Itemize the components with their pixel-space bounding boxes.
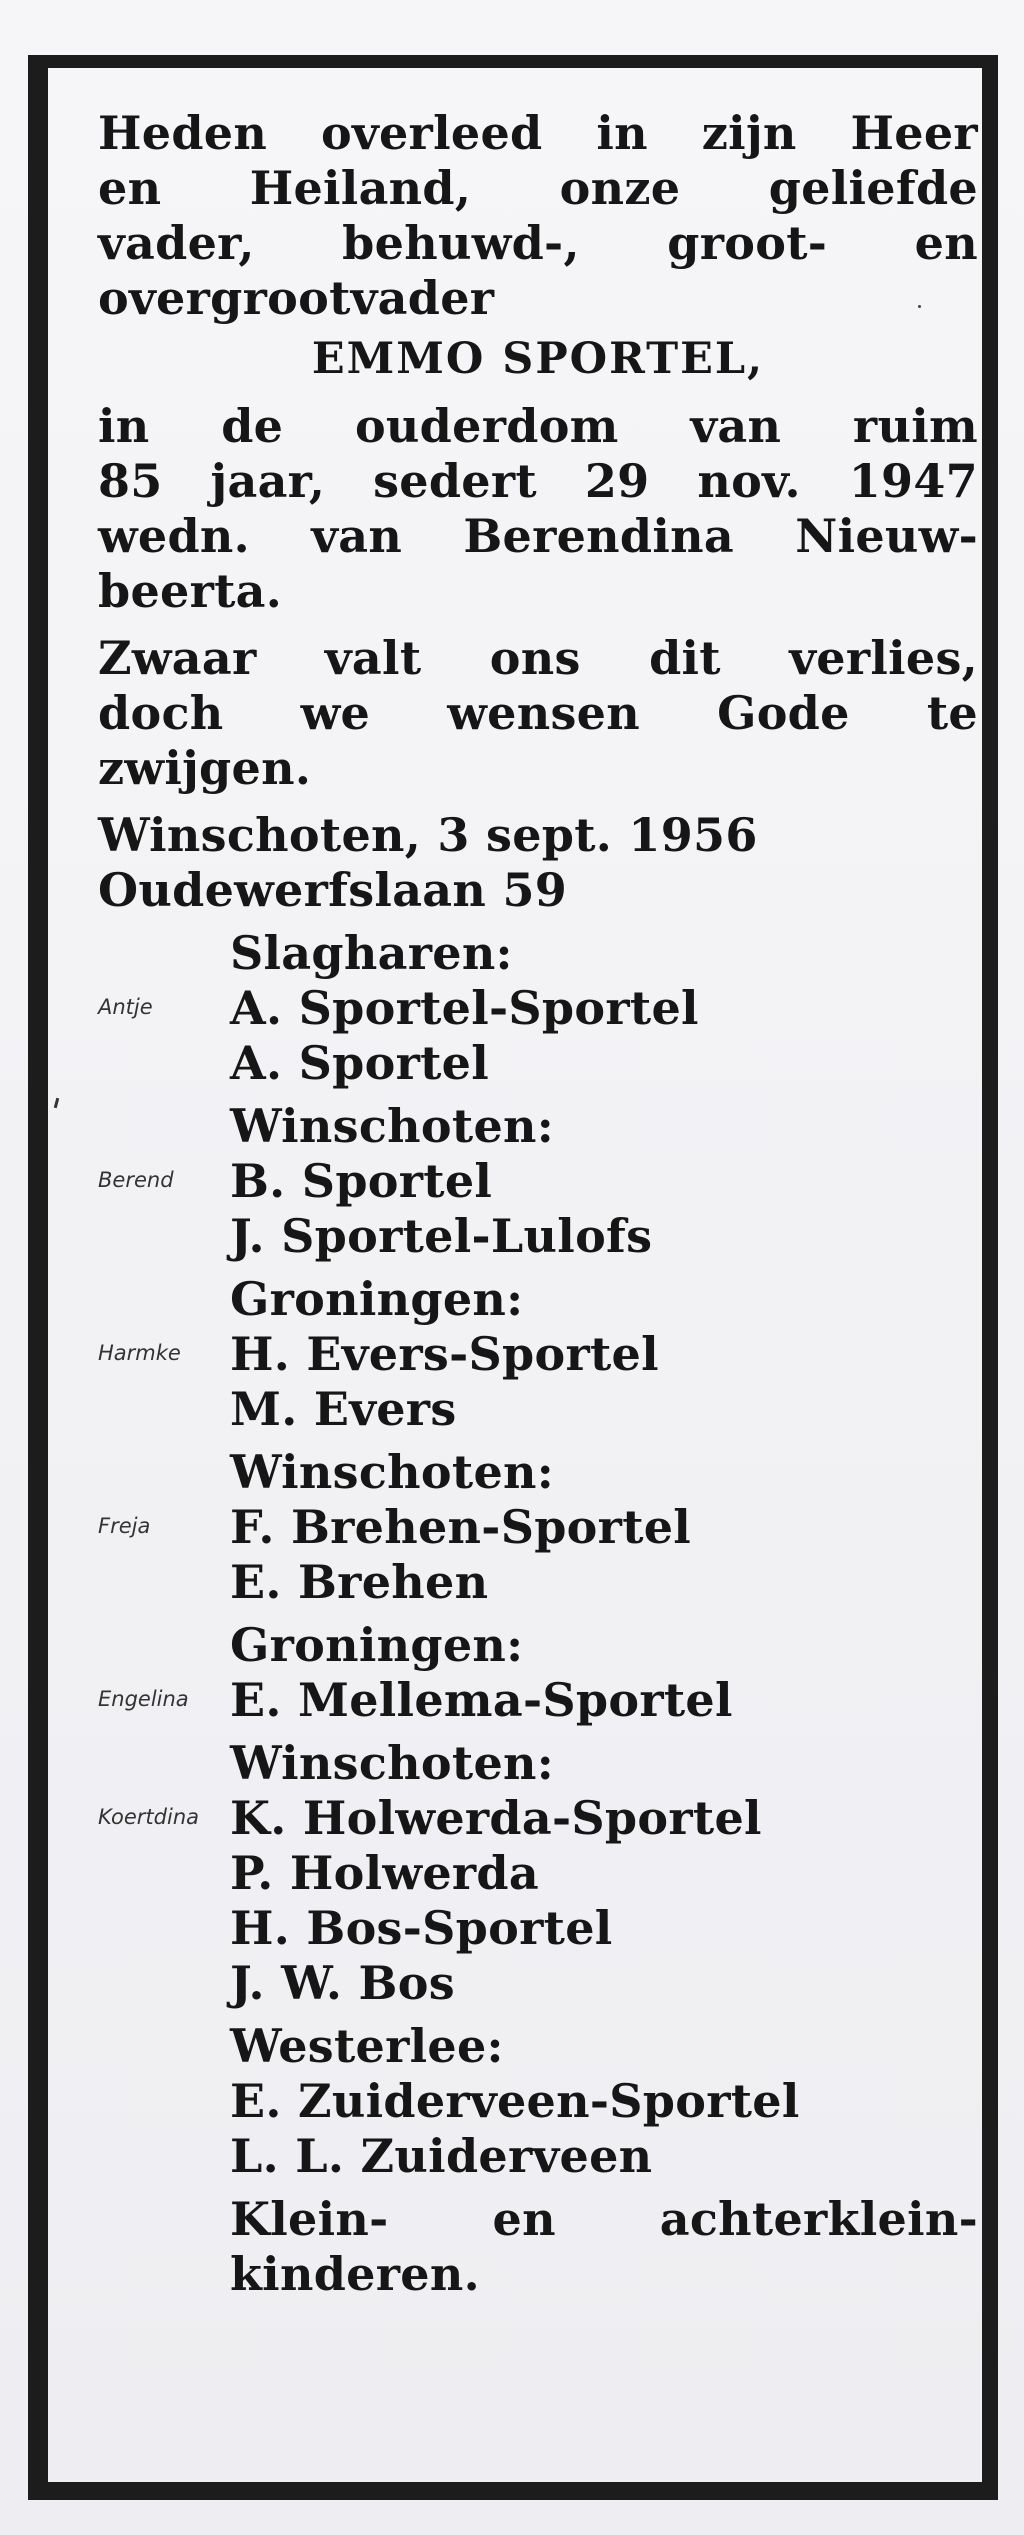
word: zwijgen. (98, 741, 312, 795)
word: en (98, 161, 162, 215)
text-line (98, 216, 978, 271)
announcement-border (28, 55, 998, 2500)
family-member (230, 1956, 978, 2011)
word: Nieuw- (795, 509, 978, 563)
member-name: B. Sportel (230, 1154, 493, 1208)
text-line (98, 509, 978, 564)
text-line (98, 271, 978, 326)
details-text (98, 399, 978, 619)
word: doch (98, 686, 224, 740)
text-line (98, 399, 978, 454)
word: te (926, 686, 978, 740)
handwritten-note: Koertdina (98, 1805, 200, 1829)
family-member (230, 2129, 978, 2184)
word: Heden (98, 106, 268, 160)
place-date: Winschoten, 3 sept. 1956 (98, 808, 758, 862)
family-member (230, 1382, 978, 1437)
family-group (98, 1272, 978, 1445)
word: Gode (717, 686, 850, 740)
member-name: A. Sportel-Sportel (230, 981, 699, 1035)
word: kinderen. (230, 2247, 480, 2301)
family-group (98, 2019, 978, 2192)
announcement-body (98, 106, 978, 2302)
word: en (914, 216, 978, 270)
word: jaar, (210, 454, 326, 508)
family-member (230, 1209, 978, 1264)
word: ouderdom (354, 399, 619, 453)
family-place: Groningen: (230, 1618, 524, 1672)
word: ons (489, 631, 581, 685)
member-name: H. Evers-Sportel (230, 1327, 659, 1381)
family-place: Groningen: (230, 1272, 524, 1326)
member-name: J. Sportel-Lulofs (230, 1209, 653, 1263)
word: Klein- (230, 2192, 389, 2246)
member-name: P. Holwerda (230, 1846, 539, 1900)
opening-text (98, 106, 978, 326)
text-line (230, 2192, 978, 2247)
deceased-name: EMMO SPORTEL, (311, 334, 765, 384)
word: 1947 (848, 454, 978, 508)
text-line (98, 741, 978, 796)
family-place: Westerlee: (230, 2019, 504, 2073)
family-member (98, 1327, 978, 1382)
member-name: F. Brehen-Sportel (230, 1500, 692, 1554)
word: nov. (697, 454, 801, 508)
closing-text (98, 2192, 978, 2302)
word: wensen (447, 686, 640, 740)
word: sedert (373, 454, 537, 508)
member-name: E. Brehen (230, 1555, 489, 1609)
family-place: Winschoten: (230, 1445, 555, 1499)
word: 85 (98, 454, 163, 508)
word: dit (649, 631, 721, 685)
word: Zwaar (98, 631, 257, 685)
family-group (98, 1099, 978, 1272)
family-member (98, 1500, 978, 1555)
handwritten-note: Antje (98, 995, 153, 1019)
text-line (98, 161, 978, 216)
word: Heer (850, 106, 978, 160)
word: overleed (320, 106, 543, 160)
text-line (98, 106, 978, 161)
family-member (98, 981, 978, 1036)
word: 29 (584, 454, 650, 508)
word: geliefde (768, 161, 978, 215)
word: onze (559, 161, 681, 215)
family-group (98, 1445, 978, 1618)
text-line (98, 564, 978, 619)
handwritten-note: Harmke (98, 1341, 181, 1365)
family-member (98, 1154, 978, 1209)
text-line (98, 631, 978, 686)
member-name: H. Bos-Sportel (230, 1901, 613, 1955)
word: Berendina (463, 509, 735, 563)
handwritten-note: Berend (98, 1168, 174, 1192)
word: achterklein- (659, 2192, 978, 2246)
family-member (230, 1555, 978, 1610)
family-member (230, 1846, 978, 1901)
quote-text (98, 631, 978, 796)
handwritten-note: Engelina (98, 1687, 189, 1711)
word: ruim (852, 399, 978, 453)
family-member (230, 1036, 978, 1091)
word: vader, (98, 216, 255, 270)
member-name: A. Sportel (230, 1036, 490, 1090)
member-name: J. W. Bos (230, 1956, 455, 2010)
word: zijn (701, 106, 797, 160)
word: in (98, 399, 150, 453)
word: van (311, 509, 403, 563)
word: beerta. (98, 564, 283, 618)
member-name: K. Holwerda-Sportel (230, 1791, 762, 1845)
address: Oudewerfslaan 59 (98, 863, 568, 917)
text-line (98, 686, 978, 741)
family-member (230, 2074, 978, 2129)
family-member (230, 1901, 978, 1956)
family-place: Slagharen: (230, 926, 513, 980)
word: verlies, (789, 631, 978, 685)
word: en (492, 2192, 556, 2246)
text-line (98, 454, 978, 509)
handwritten-note: Freja (98, 1514, 151, 1538)
member-name: L. L. Zuiderveen (230, 2129, 653, 2183)
text-line (230, 2247, 978, 2302)
member-name: M. Evers (230, 1382, 457, 1436)
word: in (596, 106, 648, 160)
word: overgrootvader (98, 271, 495, 325)
family-member (98, 1791, 978, 1846)
family-list (98, 926, 978, 2192)
member-name: E. Mellema-Sportel (230, 1673, 733, 1727)
family-group (98, 1736, 978, 2019)
word: de (221, 399, 284, 453)
family-place: Winschoten: (230, 1736, 555, 1790)
word: groot- (667, 216, 828, 270)
word: van (690, 399, 782, 453)
family-group (98, 1618, 978, 1736)
word: Heiland, (249, 161, 472, 215)
word: we (300, 686, 371, 740)
word: wedn. (98, 509, 250, 563)
family-member (98, 1673, 978, 1728)
word: valt (324, 631, 422, 685)
member-name: E. Zuiderveen-Sportel (230, 2074, 800, 2128)
word: behuwd-, (342, 216, 580, 270)
family-place: Winschoten: (230, 1099, 555, 1153)
family-group (98, 926, 978, 1099)
